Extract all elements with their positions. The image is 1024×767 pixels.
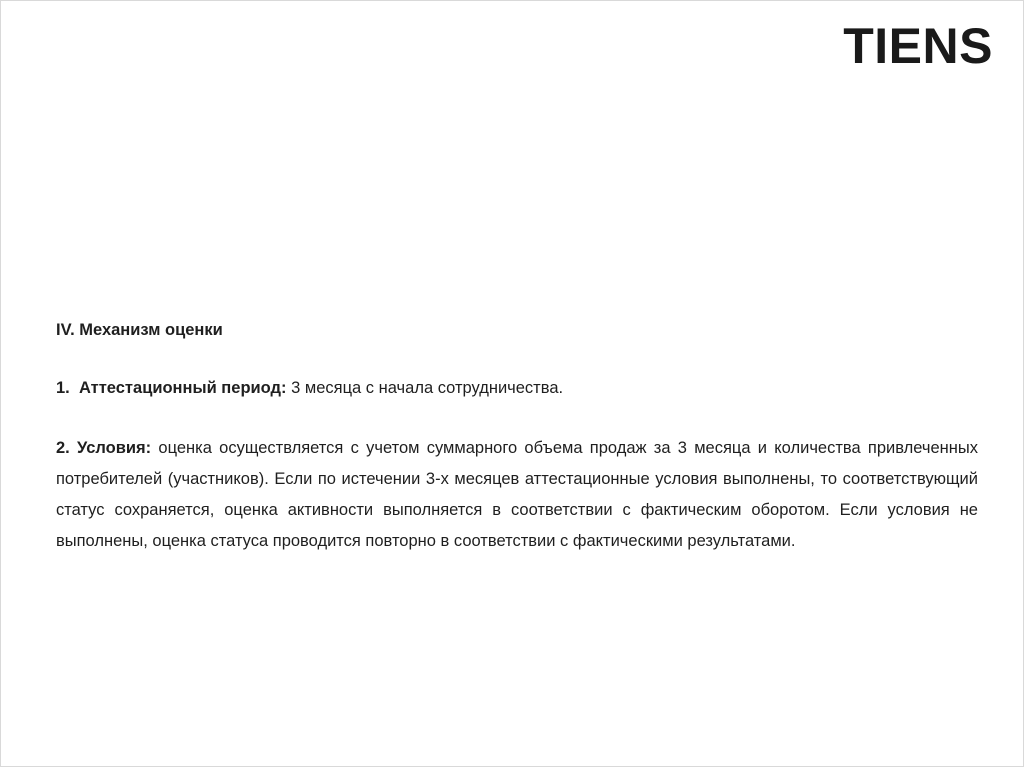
item-text: 3 месяца с начала сотрудничества. xyxy=(291,379,564,397)
tiens-logo: TIENS xyxy=(843,18,993,74)
item-label: Аттестационный период: xyxy=(78,379,287,397)
item-attestation-period xyxy=(56,373,978,404)
section-title: IV. Механизм оценки xyxy=(56,321,223,339)
item-number: 1. xyxy=(56,379,70,397)
item-text: оценка осуществляется с учетом суммарного объема продаж за 3 месяца и количества привлеченных потребителей (участников). Если по истечении 3-х месяцев аттестационные условия выполнены, то соответствующий статус сохраняется, оценка активности выполняется в соответствии с фактическим оборотом. Если условия не выполнены, оценка статуса проводится повторно в соответствии с фактическими результатами. xyxy=(56,439,978,550)
slide-content xyxy=(56,315,978,557)
item-label: Условия: xyxy=(77,439,152,457)
item-number: 2. xyxy=(56,439,70,457)
item-conditions xyxy=(56,433,978,557)
